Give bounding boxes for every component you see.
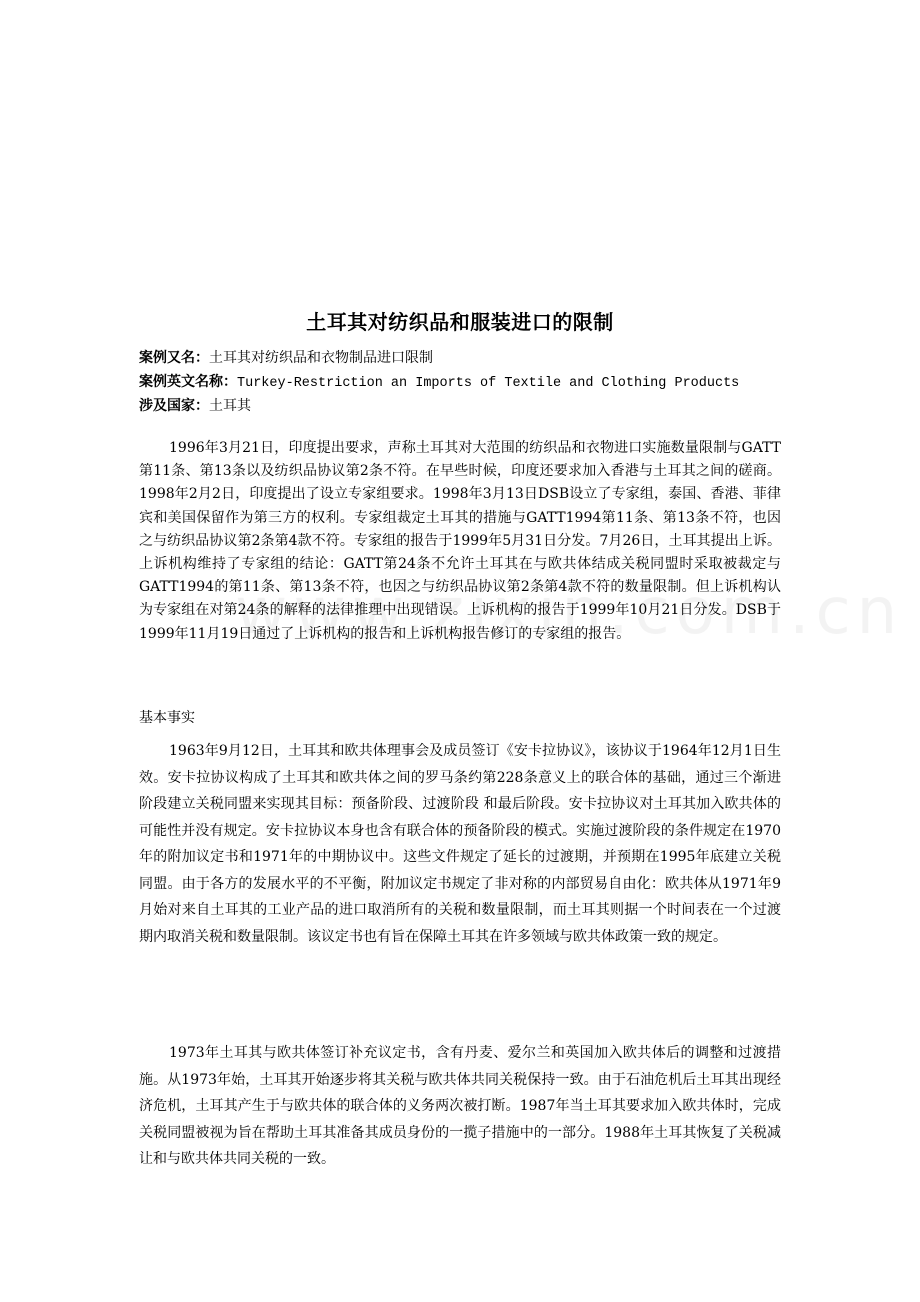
paragraph-case-summary: 1996年3月21日，印度提出要求，声称土耳其对大范围的纺织品和衣物进口实施数量限制与GATT第11条、第13条以及纺织品协议第2条不符。在早些时候，印度还要求加入香港与土耳其之间的磋商。1998年2月2日，印度提出了设立专家组要求。1998年3月13日DSB设立了专家组，泰国、香港、菲律宾和美国保留作为第三方的权利。专家组裁定土耳其的措施与GATT1994第11条、第13条不符，也因之与纺织品协议第2条第4款不符。专家组的报告于1999年5月31日分发。7月26日，土耳其提出上诉。上诉机构维持了专家组的结论：GATT第24条不允许土耳其在与欧共体结成关税同盟时采取被裁定与GATT1994的第11条、第13条不符，也因之与纺织品协议第2条第4款不符的数量限制。但上诉机构认为专家组在对第24条的解释的法律推理中出现错误。上诉机构的报告于1999年10月21日分发。DSB于1999年11月19日通过了上诉机构的报告和上诉机构报告修订的专家组的报告。 — [139, 440, 781, 642]
paragraph-ankara-agreement: 1963年9月12日，土耳其和欧共体理事会及成员签订《安卡拉协议》，该协议于1964年12月1日生效。安卡拉协议构成了土耳其和欧共体之间的罗马条约第228条意义上的联合体的基础，通过三个渐进阶段建立关税同盟来实现其目标：预备阶段、过渡阶段 和最后阶段。安卡拉协议对土耳其加入欧共体的可能性并没有规定。安卡拉协议本身也含有联合体的预备阶段的模式。实施过渡阶段的条件规定在1970年的附加议定书和1971年的中期协议中。这些文件规定了延长的过渡期，并预期在1995年底建立关税同盟。由于各方的发展水平的不平衡，附加议定书规定了非对称的内部贸易自由化：欧共体从1971年9月始对来自土耳其的工业产品的进口取消所有的关税和数量限制，而土耳其则据一个时间表在一个过渡期内取消关税和数量限制。该议定书也有旨在保障土耳其在许多领域与欧共体政策一致的规定。 — [139, 743, 781, 945]
meta-countries — [139, 394, 779, 418]
section-heading: 基本事实 — [139, 710, 195, 726]
meta-alias — [139, 346, 779, 370]
meta-label: 涉及国家： — [139, 398, 209, 414]
meta-value: 土耳其对纺织品和衣物制品进口限制 — [209, 350, 433, 366]
meta-value: Turkey-Restriction an Imports of Textile and Clothing Products — [237, 376, 740, 391]
meta-label: 案例又名： — [139, 350, 209, 366]
paragraph-1973-protocol: 1973年土耳其与欧共体签订补充议定书，含有丹麦、爱尔兰和英国加入欧共体后的调整和过渡措施。从1973年始，土耳其开始逐步将其关税与欧共体共同关税保持一致。由于石油危机后土耳其出现经济危机，土耳其产生于与欧共体的联合体的义务两次被打断。1987年当土耳其要求加入欧共体时，完成关税同盟被视为旨在帮助土耳其准备其成员身份的一揽子措施中的一部分。1988年土耳其恢复了关税减让和与欧共体共同关税的一致。 — [139, 1045, 781, 1167]
meta-label: 案例英文名称： — [139, 374, 237, 390]
meta-value: 土耳其 — [209, 398, 251, 414]
meta-english-name — [139, 370, 779, 396]
document-title: 土耳其对纺织品和服装进口的限制 — [306, 310, 614, 334]
